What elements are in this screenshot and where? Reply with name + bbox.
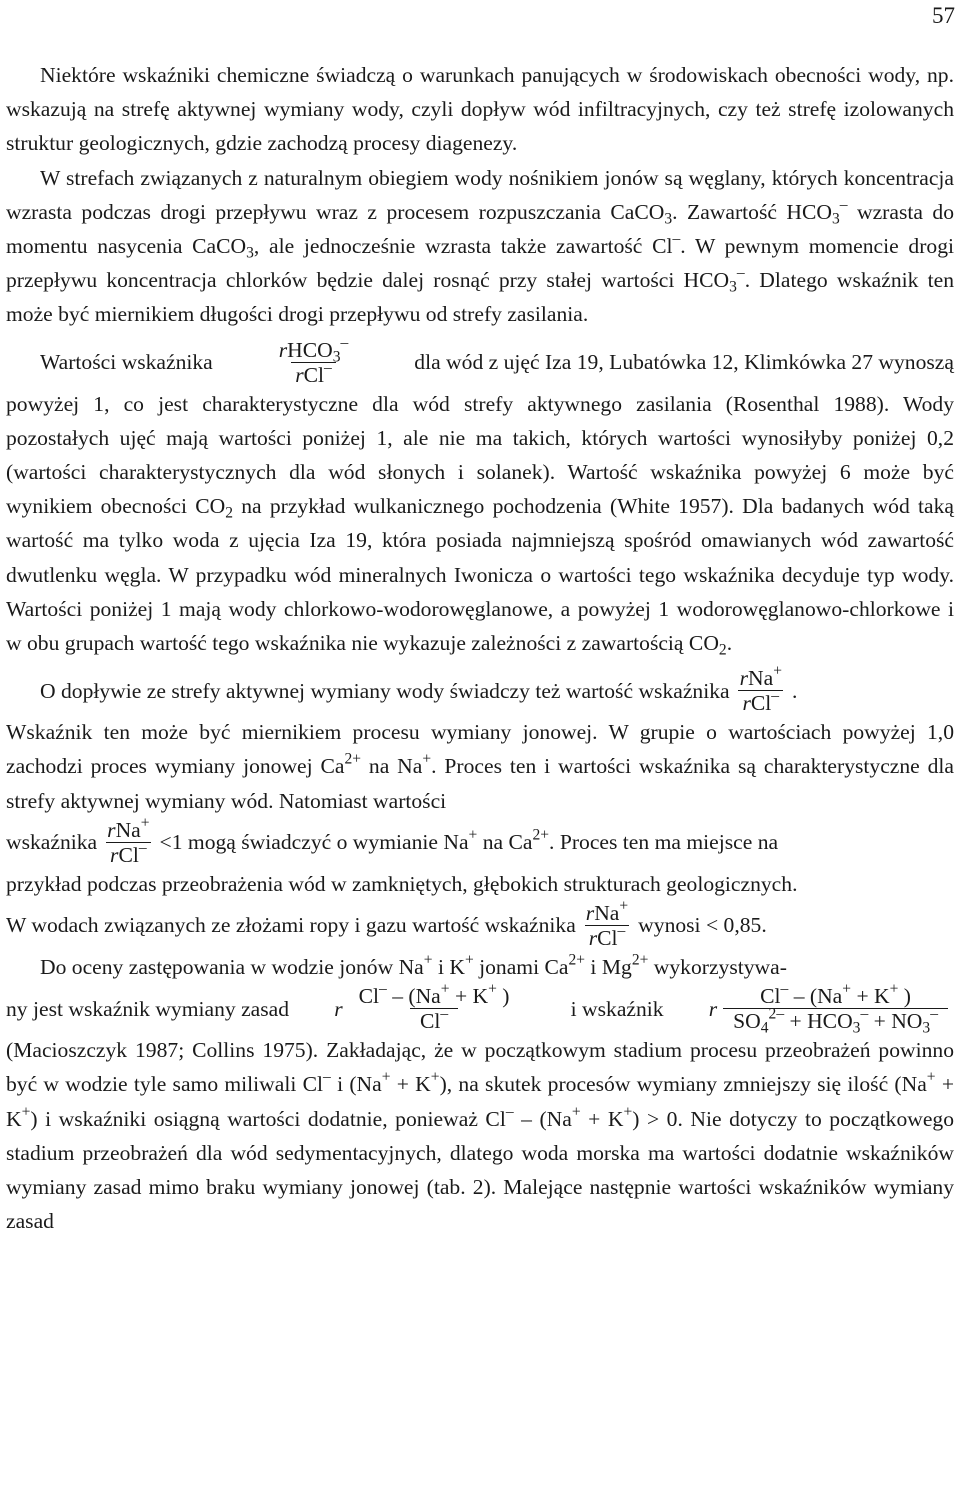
superscript: + <box>926 1068 936 1086</box>
denominator <box>106 839 151 867</box>
text: . Proces ten i wartości wskaźnika są charakterystyczne dla strefy aktywnej wymiany wód. Natomiast wartości <box>6 754 954 813</box>
r-symbol: r <box>278 337 288 362</box>
subscript: 3 <box>332 347 341 365</box>
text: Do oceny zastępowania w wodzie jonów Na <box>40 955 424 980</box>
text: O dopływie ze strefy aktywnej wymiany wody świadczy też wartość wskaźnika <box>40 678 730 703</box>
superscript: – <box>736 264 745 282</box>
text: Cl <box>419 1009 441 1034</box>
superscript: 2+ <box>532 826 550 844</box>
superscript: – <box>323 1068 331 1086</box>
text: + NO <box>868 1009 923 1034</box>
superscript: 2+ <box>568 951 586 969</box>
fraction-ebs-1 <box>349 980 520 1034</box>
superscript: 2– <box>768 1005 785 1023</box>
text: – (Na <box>386 984 441 1009</box>
text: + HCO <box>784 1009 853 1034</box>
fraction-rna-rcl <box>736 662 786 716</box>
text: ny jest wskaźnik wymiany zasad <box>6 996 290 1021</box>
text: + K <box>6 1072 954 1131</box>
text: HCO <box>287 337 333 362</box>
superscript: + <box>623 1103 633 1121</box>
formula-line-4 <box>6 897 954 951</box>
text: na Na <box>361 754 423 779</box>
paragraph-2 <box>6 161 954 332</box>
ion-exchange-index-1 <box>334 980 525 1034</box>
superscript: – <box>780 980 789 998</box>
superscript: + <box>773 662 782 680</box>
subscript: 3 <box>831 210 840 228</box>
text: ) <box>496 984 510 1009</box>
text: Cl <box>750 691 772 716</box>
ion-exchange-index-2 <box>708 980 954 1037</box>
formula-line-2 <box>6 662 954 716</box>
superscript: + <box>140 814 150 832</box>
text: na Ca <box>477 830 533 855</box>
superscript: + <box>464 951 474 969</box>
text: ), na skutek procesów wymiany zmniejszy się ilość (Na <box>439 1072 927 1097</box>
subscript: 3 <box>729 278 737 296</box>
r-symbol: r <box>588 926 598 951</box>
text: . Proces ten ma miejsce na <box>549 830 779 855</box>
text: na przykład wulkanicznego pochodzenia (White 1957). Dla badanych wód taką wartość ma tylko woda z ujęcia Iza 19, która posiada najmniejszą spośród omawianych wód zawartość dwutlenku węgla. W przypadku wód mineralnych Iwonicza o wartości tego wskaźnika decyduje typ wody. Wartości poniżej 1 mają wody chlorkowo-wodorowęglanowe, a powyżej 1 wodorowęglanowo-chlorkowe i w obu grupach wartość tego wskaźnika nie wykazuje zależności z zawartością CO <box>6 494 954 656</box>
superscript: – <box>138 839 147 857</box>
formula-line-3 <box>6 814 954 867</box>
denominator <box>738 687 783 716</box>
paragraph-7 <box>6 1033 954 1238</box>
superscript: + <box>468 826 478 844</box>
text: Na <box>115 817 141 842</box>
r-symbol: r <box>708 996 718 1021</box>
text: ) > 0. Nie dotyczy to początkowego stadium przeobrażeń dla wód sedymentacyjnych, dlatego woda morska ma wartości dodatnie wskaźników wymiany zasad mimo braku wymiany jonowej (tab. 2). Malejące następnie wartości wskaźników wymiany zasad <box>6 1106 955 1234</box>
text: . W pewnym momencie drogi przepływu koncentracja chlorków będzie dalej rosnąć przy stałej wartości HCO <box>6 234 954 293</box>
text: wykorzystywa- <box>648 955 787 980</box>
text: + K <box>851 984 890 1009</box>
fraction-rhco3-rcl <box>275 333 353 387</box>
text: wynosi < 0,85. <box>638 913 767 938</box>
superscript: – <box>771 687 780 705</box>
superscript: – <box>930 1005 938 1023</box>
subscript: 4 <box>760 1019 769 1037</box>
fraction-rna-rcl-2 <box>103 814 153 867</box>
r-symbol: r <box>110 842 119 867</box>
superscript: + <box>571 1103 581 1121</box>
text: . <box>726 631 733 656</box>
superscript: – <box>379 980 387 998</box>
superscript: – <box>505 1103 514 1121</box>
r-symbol: r <box>742 691 751 716</box>
text: SO <box>733 1009 761 1034</box>
superscript: + <box>422 750 432 768</box>
text: Cl <box>760 984 781 1009</box>
superscript: + <box>430 1068 440 1086</box>
text: Na <box>594 901 620 926</box>
superscript: + <box>21 1103 31 1121</box>
text: Cl <box>358 984 380 1009</box>
paragraph-5: przykład podczas przeobrażenia wód w zamkniętych, głębokich strukturach geologicznych. <box>6 871 798 896</box>
subscript: 3 <box>246 244 254 262</box>
text: i Mg <box>585 955 632 980</box>
text: Wskaźnik ten może być miernikiem procesu wymiany jonowej. W grupie o wartościach powyżej 1,0 zachodzi proces wymiany jonowej Ca <box>6 720 954 779</box>
r-symbol: r <box>295 362 304 387</box>
superscript: + <box>619 897 629 915</box>
numerator <box>349 980 520 1009</box>
superscript: – <box>839 196 848 214</box>
subscript: 3 <box>852 1019 861 1037</box>
text: . Zawartość HCO <box>672 199 832 224</box>
text: dla wód z ujęć Iza 19, Lubatówka 12, Klimkówka 27 wynoszą <box>414 350 954 375</box>
text: i (Na <box>330 1072 382 1097</box>
fraction-rna-rcl-3 <box>582 897 632 951</box>
text: Cl <box>303 362 325 387</box>
text: , ale jednocześnie wzrasta także zawartość Cl <box>253 234 673 259</box>
text: i wskaźnik <box>570 996 664 1021</box>
paragraph-1: Niektóre wskaźniki chemiczne świadczą o warunkach panujących w środowiskach obecności wody, np. wskazują na strefę aktywnej wymiany wody, czyli dopływ wód infiltracyjnych, czy też strefę izolowanych struktur geologicznych, gdzie zachodzą procesy diagenezy. <box>6 63 954 156</box>
r-symbol: r <box>107 817 116 842</box>
text: Cl <box>118 842 139 867</box>
text: <1 mogą świadczyć o wymianie Na <box>159 830 469 855</box>
subscript: 3 <box>664 210 673 228</box>
superscript: 2+ <box>631 951 649 969</box>
text: wskaźnika <box>6 830 98 855</box>
superscript: + <box>440 980 450 998</box>
subscript: 2 <box>225 504 233 522</box>
superscript: + <box>842 980 852 998</box>
text: – (Na <box>788 984 843 1009</box>
page-number: 57 <box>932 3 955 28</box>
superscript: – <box>324 358 332 376</box>
subscript: 2 <box>718 641 727 659</box>
text: + K <box>580 1106 624 1131</box>
denominator <box>291 358 336 387</box>
page-body <box>6 58 954 1238</box>
text: W wodach związanych ze złożami ropy i gazu wartość wskaźnika <box>6 913 576 938</box>
text: (Macioszczyk 1987; Collins 1975). Zakładając, że w początkowym stadium procesu przeobrażeń powinno być w wodzie tyle samo miliwali Cl <box>6 1038 954 1097</box>
superscript: – <box>672 230 681 248</box>
denominator <box>410 1005 458 1034</box>
superscript: – <box>617 922 626 940</box>
text: jonami Ca <box>473 955 569 980</box>
text: i K <box>432 955 465 980</box>
text <box>160 825 779 859</box>
subscript: 3 <box>922 1019 931 1037</box>
formula-line-5 <box>6 980 954 1037</box>
text: ) i wskaźniki osiągną wartości dodatnie, ponieważ Cl <box>30 1106 506 1131</box>
numerator <box>275 333 353 365</box>
r-symbol: r <box>739 666 748 691</box>
superscript: 2+ <box>344 750 362 768</box>
text: powyżej 1, co jest charakterystyczne dla wód strefy aktywnego zasilania (Rosenthal 1988). Wody pozostałych ujęć mają wartości poniżej 1, ale nie ma takich, których wartości wynosiłyby poniżej 0,2 (wartości charakterystycznych dla wód słonych i solanek). Wartość wskaźnika powyżej 6 może być wynikiem obecności CO <box>6 391 954 519</box>
text: + K <box>390 1072 431 1097</box>
r-symbol: r <box>585 901 595 926</box>
paragraph-4 <box>6 715 954 818</box>
text: + K <box>449 984 489 1009</box>
superscript: + <box>889 980 899 998</box>
paragraph-3 <box>6 387 954 661</box>
formula-line-1 <box>6 333 954 387</box>
superscript: – <box>340 333 349 351</box>
text: W strefach związanych z naturalnym obiegiem wody nośnikiem jonów są węglany, których koncentracja wzrasta podczas drogi przepływu wraz z procesem rozpuszczania CaCO <box>6 165 954 224</box>
superscript: + <box>381 1068 391 1086</box>
text: . Dlatego wskaźnik ten może być miernikiem długości drogi przepływu od strefy zasilania. <box>6 268 954 327</box>
superscript: – <box>860 1005 869 1023</box>
superscript: + <box>423 951 433 969</box>
text: – (Na <box>513 1106 572 1131</box>
fraction-ebs-2 <box>723 980 948 1037</box>
text: wzrasta do momentu nasycenia CaCO <box>6 199 954 259</box>
r-symbol: r <box>334 996 343 1021</box>
text: . <box>791 678 798 703</box>
text: Cl <box>597 926 618 951</box>
text: Na <box>748 666 774 691</box>
superscript: + <box>488 980 497 998</box>
superscript: – <box>440 1005 449 1023</box>
denominator <box>585 922 630 951</box>
text: Wartości wskaźnika <box>40 350 213 375</box>
denominator <box>723 1005 948 1037</box>
paragraph-6 <box>6 950 954 984</box>
text: ) <box>898 984 911 1009</box>
